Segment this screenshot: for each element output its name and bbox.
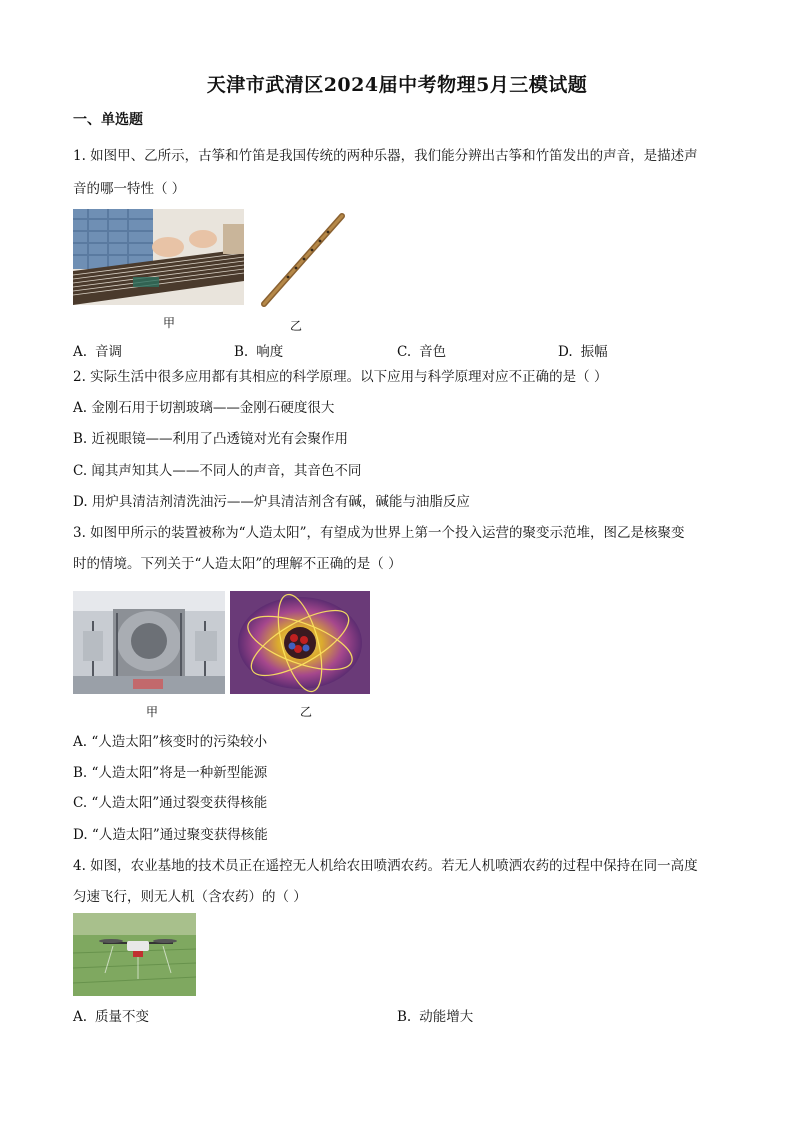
fusion-reactor-photo [73, 591, 225, 694]
q3-caption-a: 甲 [146, 705, 159, 719]
q2-option-b[interactable]: B. 近视眼镜——利用了凸透镜对光有会聚作用 [73, 431, 349, 447]
page-title: 天津市武清区2024届中考物理5月三模试题 [206, 74, 588, 96]
q1-option-a[interactable]: A. 音调 [73, 344, 123, 360]
q2-option-a[interactable]: A. 金刚石用于切割玻璃——金刚石硬度很大 [73, 400, 335, 416]
q3-caption-b: 乙 [300, 705, 313, 719]
q4-option-a[interactable]: A. 质量不变 [73, 1009, 150, 1025]
q1-option-c[interactable]: C. 音色 [397, 344, 447, 360]
nuclear-fusion-illustration [230, 591, 370, 694]
bamboo-flute-photo [258, 212, 346, 308]
q3-stem-line1: 3. 如图甲所示的装置被称为“人造太阳”，有望成为世界上第一个投入运营的聚变示范堆，图乙是核聚变 [73, 525, 685, 541]
q3-option-b[interactable]: B. “人造太阳”将是一种新型能源 [73, 765, 268, 781]
section-heading: 一、单选题 [73, 112, 143, 128]
q1-stem-line1: 1. 如图甲、乙所示，古筝和竹笛是我国传统的两种乐器，我们能分辨出古筝和竹笛发出的声音，是描述声 [73, 148, 698, 164]
q1-option-b[interactable]: B. 响度 [234, 344, 284, 360]
q2-option-d[interactable]: D. 用炉具清洁剂清洗油污——炉具清洁剂含有碱，碱能与油脂反应 [73, 494, 470, 510]
q3-option-d[interactable]: D. “人造太阳”通过聚变获得核能 [73, 827, 268, 843]
q4-option-b[interactable]: B. 动能增大 [397, 1009, 474, 1025]
q1-caption-a: 甲 [163, 316, 176, 330]
q1-option-d[interactable]: D. 振幅 [558, 344, 608, 360]
q3-stem-line2: 时的情境。下列关于“人造太阳”的理解不正确的是（ ） [73, 556, 402, 572]
q4-stem-line2: 匀速飞行，则无人机（含农药）的（ ） [73, 889, 307, 905]
q1-caption-b: 乙 [290, 319, 303, 333]
q2-option-c[interactable]: C. 闻其声知其人——不同人的声音，其音色不同 [73, 463, 362, 479]
q3-option-a[interactable]: A. “人造太阳”核变时的污染较小 [73, 734, 268, 750]
q3-option-c[interactable]: C. “人造太阳”通过裂变获得核能 [73, 795, 268, 811]
q4-stem-line1: 4. 如图，农业基地的技术员正在遥控无人机给农田喷洒农药。若无人机喷洒农药的过程中保持在同一高度 [73, 858, 698, 874]
drone-spraying-photo [73, 913, 196, 996]
q1-stem-line2: 音的哪一特性（ ） [73, 181, 186, 197]
guzheng-photo [73, 209, 244, 305]
q2-stem: 2. 实际生活中很多应用都有其相应的科学原理。以下应用与科学原理对应不正确的是（ ） [73, 369, 608, 385]
